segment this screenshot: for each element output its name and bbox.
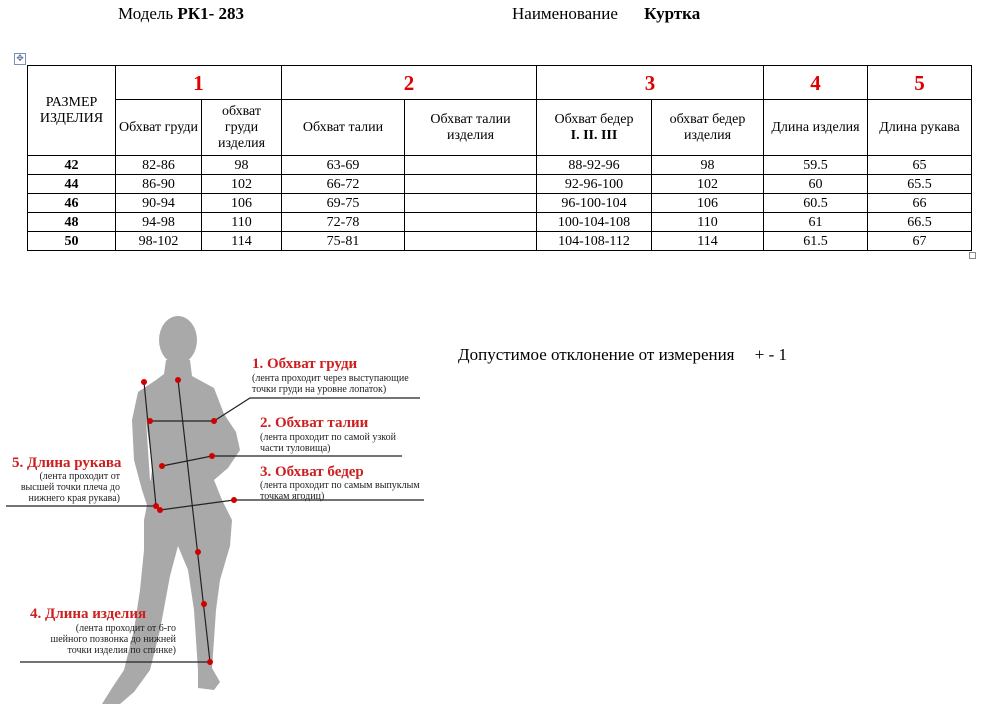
name-line — [512, 4, 700, 24]
name-value: Куртка — [644, 4, 701, 23]
col-chest-garment: обхват груди изделия — [202, 100, 282, 156]
m5-desc-2: высшей точки плеча до — [20, 482, 120, 493]
col-chest: Обхват груди — [116, 100, 202, 156]
m5-title: 5. Длина рукава — [12, 455, 122, 471]
cell: 69-75 — [282, 194, 405, 213]
m4-title: 4. Длина изделия — [30, 606, 147, 622]
table-row — [28, 156, 972, 175]
cell: 92-96-100 — [537, 175, 652, 194]
cell: 94-98 — [116, 213, 202, 232]
cell-size: 50 — [28, 232, 116, 251]
cell: 98-102 — [116, 232, 202, 251]
col-hips-label: Обхват бедер — [554, 111, 634, 127]
group-4: 4 — [764, 66, 868, 100]
m1-desc-1: (лента проходит через выступающие — [252, 373, 409, 384]
name-label: Наименование — [512, 4, 618, 23]
cell: 72-78 — [282, 213, 405, 232]
cell: 61.5 — [764, 232, 868, 251]
cell-size: 42 — [28, 156, 116, 175]
cell: 88-92-96 — [537, 156, 652, 175]
cell — [405, 175, 537, 194]
cell — [405, 232, 537, 251]
m2-desc-2: части туловища) — [260, 443, 331, 454]
col-sleeve: Длина рукава — [868, 100, 972, 156]
cell: 90-94 — [116, 194, 202, 213]
cell: 100-104-108 — [537, 213, 652, 232]
cell: 66-72 — [282, 175, 405, 194]
size-table — [27, 65, 972, 251]
table-move-handle-icon[interactable]: ✥ — [14, 53, 26, 65]
cell: 98 — [202, 156, 282, 175]
cell: 86-90 — [116, 175, 202, 194]
tolerance-value: + - 1 — [754, 345, 787, 364]
m4-desc-2: шейного позвонка до нижней — [50, 634, 176, 645]
col-hips-garment: обхват бедер изделия — [652, 100, 764, 156]
cell: 65.5 — [868, 175, 972, 194]
m5-desc-3: нижнего края рукава) — [28, 493, 120, 504]
cell: 82-86 — [116, 156, 202, 175]
cell: 106 — [202, 194, 282, 213]
cell-size: 48 — [28, 213, 116, 232]
cell: 102 — [202, 175, 282, 194]
model-line — [118, 4, 244, 24]
tolerance-note — [458, 345, 787, 365]
cell: 96-100-104 — [537, 194, 652, 213]
cell — [405, 156, 537, 175]
m1-desc-2: точки груди на уровне лопаток) — [252, 384, 387, 395]
m4-desc-3: точки изделия по спинке) — [67, 645, 176, 656]
m1-title: 1. Обхват груди — [252, 356, 358, 372]
cell: 66 — [868, 194, 972, 213]
col-length: Длина изделия — [764, 100, 868, 156]
table-row — [28, 213, 972, 232]
measurement-figure — [0, 310, 460, 715]
col-hips-levels: I. II. III — [570, 127, 618, 143]
cell: 106 — [652, 194, 764, 213]
model-value: РК1- 283 — [177, 4, 245, 23]
model-label: Модель — [118, 4, 174, 23]
group-3: 3 — [537, 66, 764, 100]
cell: 60.5 — [764, 194, 868, 213]
cell: 63-69 — [282, 156, 405, 175]
cell: 98 — [652, 156, 764, 175]
cell: 75-81 — [282, 232, 405, 251]
group-5: 5 — [868, 66, 972, 100]
cell — [405, 194, 537, 213]
cell-size: 44 — [28, 175, 116, 194]
table-row — [28, 194, 972, 213]
m4-desc-1: (лента проходит от 6-го — [75, 623, 176, 634]
cell: 65 — [868, 156, 972, 175]
group-1: 1 — [116, 66, 282, 100]
col-hips — [537, 100, 652, 156]
cell: 114 — [202, 232, 282, 251]
cell: 60 — [764, 175, 868, 194]
cell: 59.5 — [764, 156, 868, 175]
m3-title: 3. Обхват бедер — [260, 464, 364, 480]
cell: 114 — [652, 232, 764, 251]
group-2: 2 — [282, 66, 537, 100]
m3-desc-2: точкам ягодиц) — [260, 491, 325, 502]
tolerance-label: Допустимое отклонение от измерения — [458, 345, 735, 364]
cell: 104-108-112 — [537, 232, 652, 251]
col-waist-garment: Обхват талии изделия — [405, 100, 537, 156]
cell: 110 — [652, 213, 764, 232]
cell: 110 — [202, 213, 282, 232]
cell-size: 46 — [28, 194, 116, 213]
cell: 67 — [868, 232, 972, 251]
cell: 102 — [652, 175, 764, 194]
cell: 61 — [764, 213, 868, 232]
m2-desc-1: (лента проходит по самой узкой — [260, 432, 396, 443]
table-row — [28, 175, 972, 194]
col-waist: Обхват талии — [282, 100, 405, 156]
m5-desc-1: (лента проходит от — [39, 471, 120, 482]
cell — [405, 213, 537, 232]
m3-desc-1: (лента проходит по самым выпуклым — [260, 480, 420, 491]
size-header: РАЗМЕР ИЗДЕЛИЯ — [28, 66, 116, 156]
m2-title: 2. Обхват талии — [260, 415, 369, 431]
table-row — [28, 232, 972, 251]
table-resize-handle[interactable] — [969, 252, 976, 259]
cell: 66.5 — [868, 213, 972, 232]
